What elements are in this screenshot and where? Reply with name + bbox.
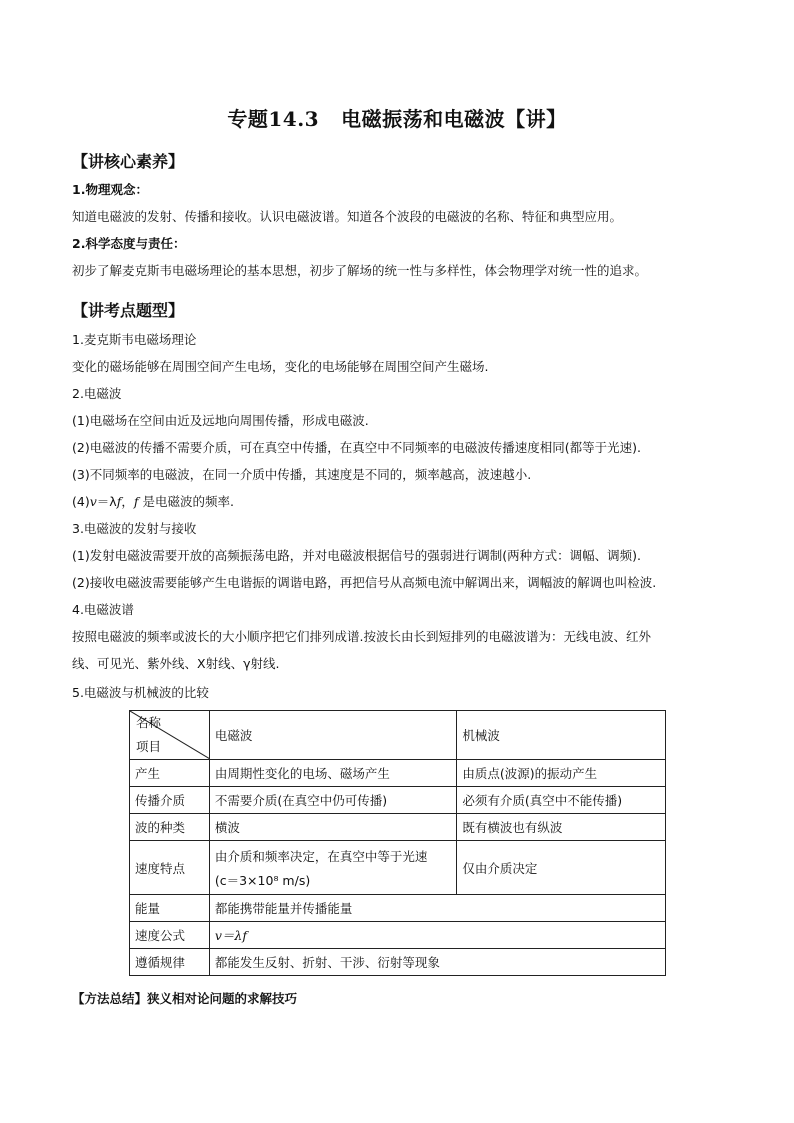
table-cell [209,841,457,895]
table-corner-cell [130,711,210,760]
table-row [130,922,666,949]
table-cell: 必须有介质(真空中不能传播) [457,787,666,814]
paragraph: (3)不同频率的电磁波，在同一介质中传播，其速度是不同的，频率越高，波速越小. [72,467,532,482]
paragraph: (1)电磁场在空间由近及远地向周围传播，形成电磁波. [72,413,369,428]
table-row [130,895,666,922]
paragraph: (2)电磁波的传播不需要介质，可在真空中传播，在真空中不同频率的电磁波传播速度相同(都等于光速). [72,440,641,455]
paragraph: 线、可见光、紫外线、X射线、γ射线. [72,656,280,671]
table-row [130,814,666,841]
row-label: 能量 [130,895,210,922]
table-row [130,949,666,976]
merged-cell: 都能发生反射、折射、干涉、衍射等现象 [209,949,665,976]
paragraph: 5.电磁波与机械波的比较 [72,685,209,700]
paragraph: 2.电磁波 [72,386,122,401]
table-header-cell: 机械波 [457,711,666,760]
row-label: 速度公式 [130,922,210,949]
table-row [130,787,666,814]
corner-bottom-label: 项目 [136,739,162,754]
table-header-cell: 电磁波 [209,711,457,760]
method-summary-heading: 【方法总结】狭义相对论问题的求解技巧 [72,991,298,1006]
row-label: 传播介质 [130,787,210,814]
title-text: 电磁振荡和电磁波【讲】 [341,107,567,131]
row-label: 波的种类 [130,814,210,841]
paragraph: (2)接收电磁波需要能够产生电谐振的调谐电路，再把信号从高频电流中解调出来，调幅波的解调也叫检波. [72,575,657,590]
row-label: 产生 [130,760,210,787]
paragraph: 按照电磁波的频率或波长的大小顺序把它们排列成谱.按波长由长到短排列的电磁波谱为：无线电波、红外 [72,629,651,644]
table-cell: 横波 [209,814,457,841]
item-heading: 1.物理观念： [72,182,148,197]
paragraph: 知道电磁波的发射、传播和接收。认识电磁波谱。知道各个波段的电磁波的名称、特征和典型应用。 [72,209,623,224]
merged-cell: v＝λf [209,922,665,949]
section-heading-topics: 【讲考点题型】 [72,301,185,320]
section-heading-core: 【讲核心素养】 [72,152,185,171]
page-title [0,103,794,132]
table-cell: 仅由介质决定 [457,841,666,895]
table-row [130,760,666,787]
cell-line: 由介质和频率决定，在真空中等于光速 [214,848,428,864]
comparison-table [129,710,666,976]
merged-cell: 都能携带能量并传播能量 [209,895,665,922]
table-cell: 由质点(波源)的振动产生 [457,760,666,787]
table-row [130,841,666,895]
title-number: 专题14.3 [227,107,320,131]
row-label: 速度特点 [130,841,210,895]
cell-line: (c＝3×10⁸ m/s) [214,872,311,888]
corner-top-label: 名称 [136,715,162,730]
table-cell: 由周期性变化的电场、磁场产生 [209,760,457,787]
formula-line: (4)v＝λf，f 是电磁波的频率. [72,494,234,509]
table-header-row [130,711,666,760]
paragraph: (1)发射电磁波需要开放的高频振荡电路，并对电磁波根据信号的强弱进行调制(两种方式：调幅、调频). [72,548,641,563]
row-label: 遵循规律 [130,949,210,976]
table-cell: 既有横波也有纵波 [457,814,666,841]
table-cell: 不需要介质(在真空中仍可传播) [209,787,457,814]
item-heading: 2.科学态度与责任： [72,236,186,251]
paragraph: 4.电磁波谱 [72,602,134,617]
paragraph: 初步了解麦克斯韦电磁场理论的基本思想，初步了解场的统一性与多样性，体会物理学对统一性的追求。 [72,263,648,278]
paragraph: 3.电磁波的发射与接收 [72,521,197,536]
paragraph: 1.麦克斯韦电磁场理论 [72,332,197,347]
paragraph: 变化的磁场能够在周围空间产生电场，变化的电场能够在周围空间产生磁场. [72,359,489,374]
